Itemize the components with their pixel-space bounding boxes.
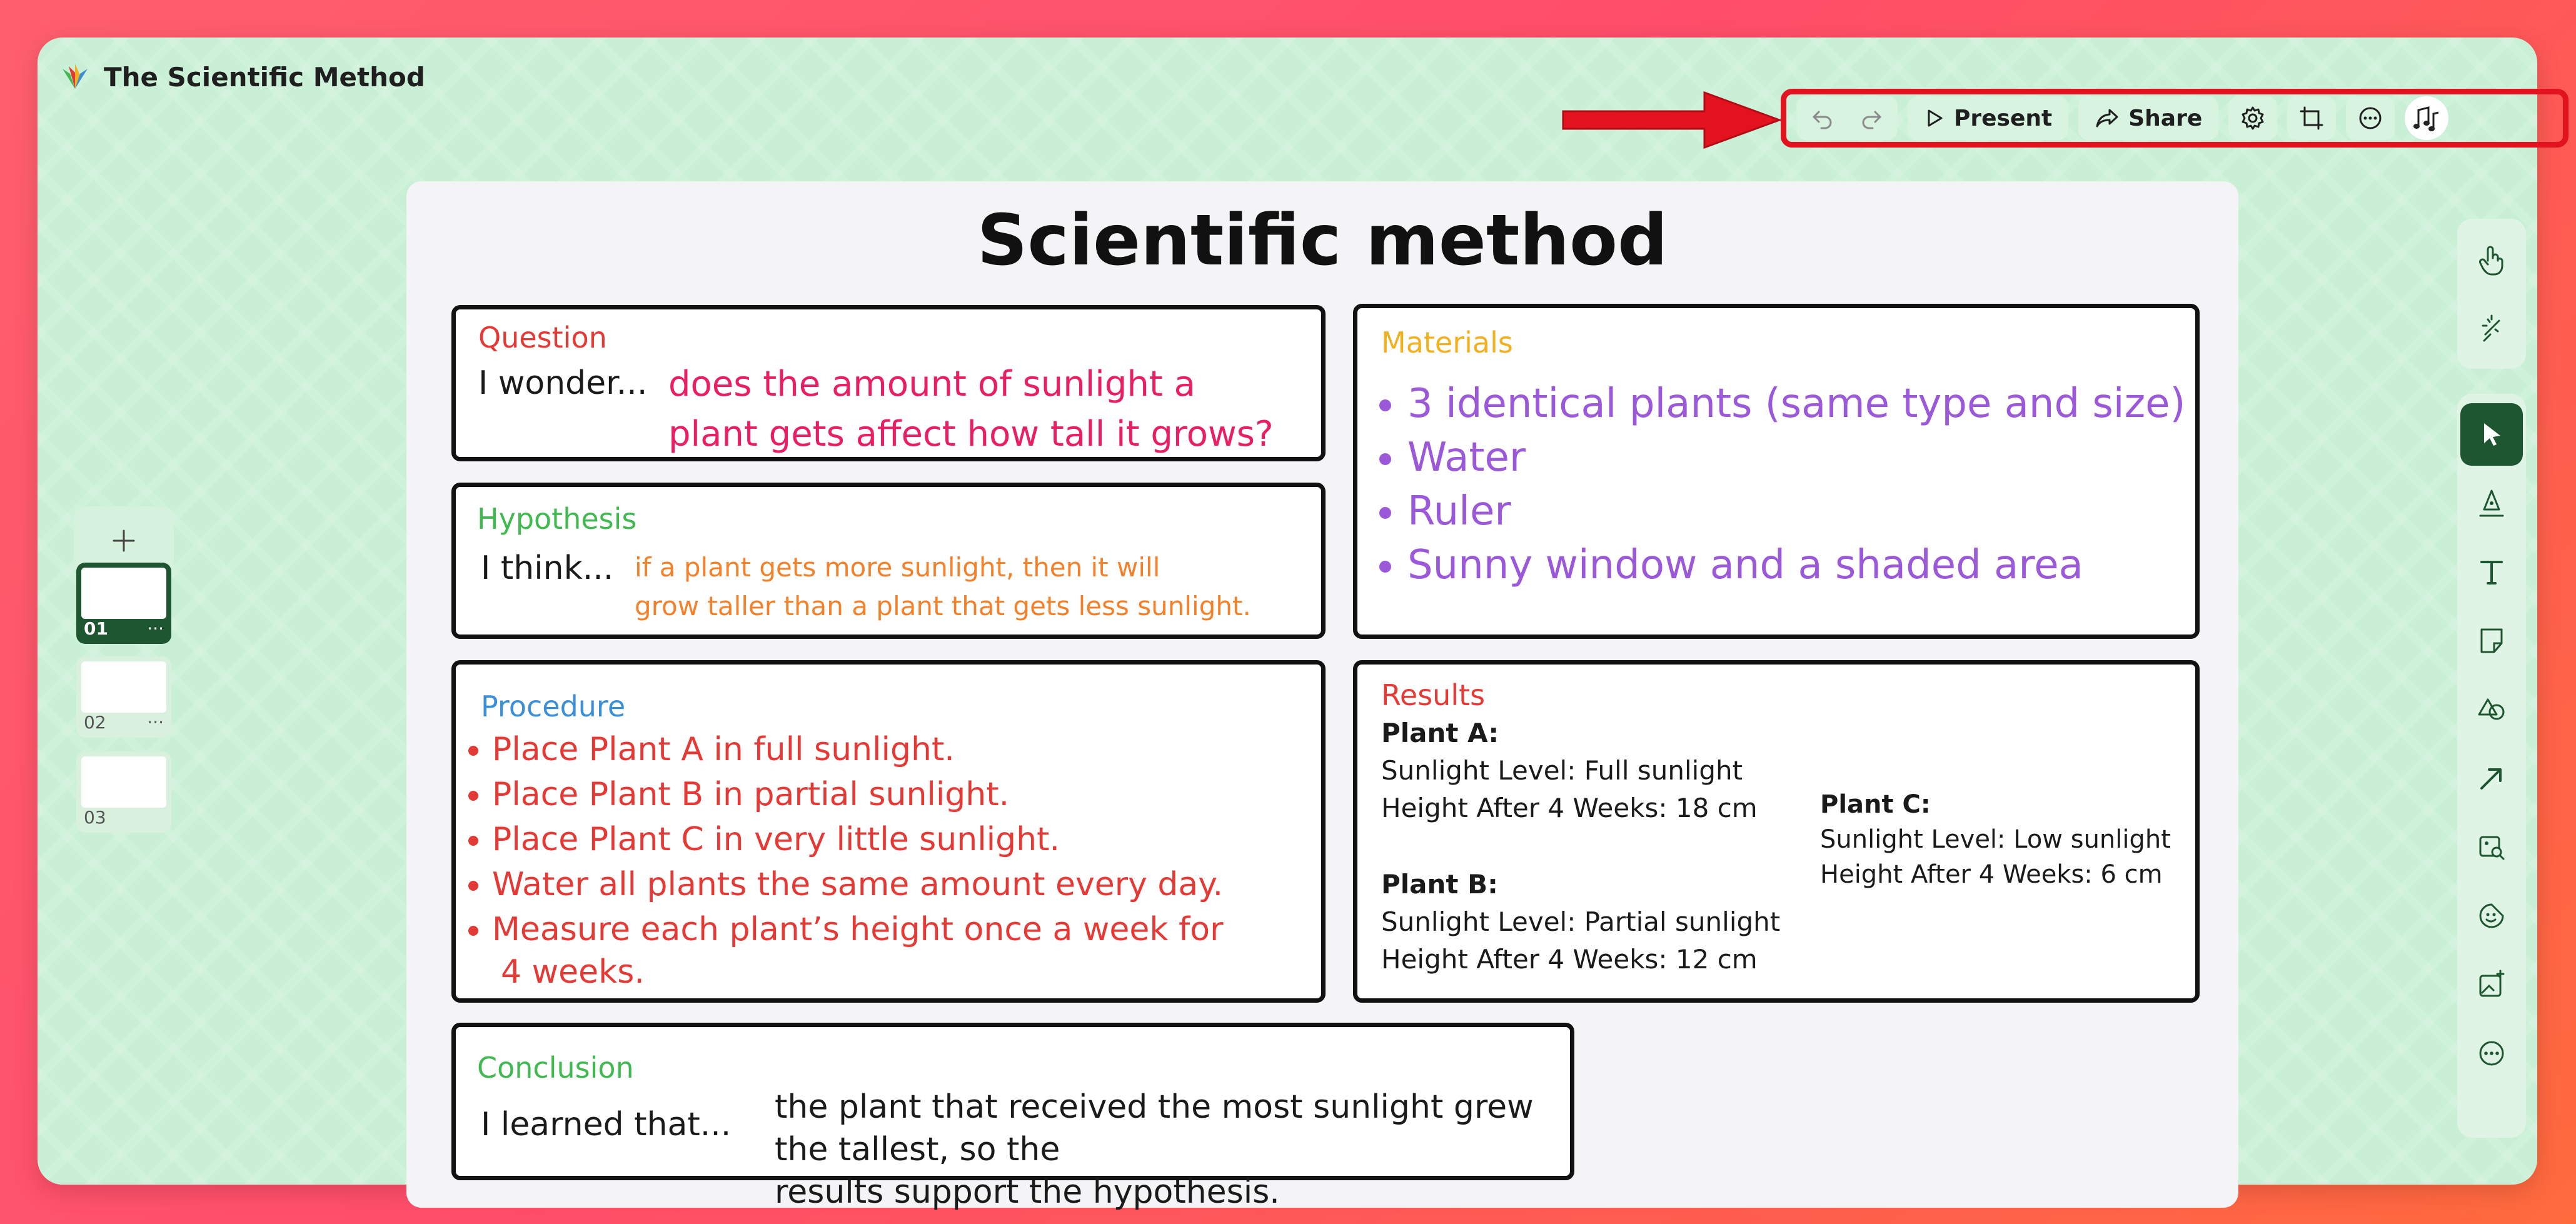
- hypothesis-line-2: grow taller than a plant that gets less sunlight.: [635, 591, 1251, 621]
- materials-label: Materials: [1381, 326, 1513, 359]
- cursor-arrow-icon: [2477, 419, 2507, 449]
- pen-tool-button[interactable]: [2460, 472, 2523, 534]
- music-notes-avatar-icon: [2410, 101, 2443, 135]
- plant-a-result: [1381, 715, 1758, 827]
- ai-image-tool-button[interactable]: [2460, 953, 2523, 1016]
- plant-b-result: [1381, 866, 1780, 978]
- undo-icon: [1810, 106, 1835, 131]
- slide-thumbnail-02[interactable]: [76, 656, 171, 738]
- gear-icon: [2240, 105, 2266, 131]
- diagonal-arrow-icon: [2475, 762, 2508, 795]
- slide-thumbnail-03[interactable]: [76, 751, 171, 833]
- app-window: [38, 38, 2537, 1211]
- settings-button[interactable]: [2228, 96, 2277, 140]
- interaction-tools: [2457, 219, 2526, 369]
- list-item: • Ruler: [1407, 484, 2186, 538]
- question-label: Question: [478, 321, 607, 354]
- app-header: [58, 60, 425, 94]
- list-item: • Sunny window and a shaded area: [1407, 538, 2186, 592]
- slide-preview: [81, 661, 166, 713]
- undo-redo-group: [1796, 96, 1898, 140]
- plant-a-sunlight: Sunlight Level: Full sunlight: [1381, 755, 1743, 786]
- plant-b-sunlight: Sunlight Level: Partial sunlight: [1381, 906, 1781, 937]
- list-item: • Water all plants the same amount every day.: [492, 862, 1224, 907]
- question-line-1: does the amount of sunlight a: [668, 364, 1195, 404]
- conclusion-card[interactable]: [451, 1023, 1574, 1211]
- results-card[interactable]: [1353, 660, 2200, 1003]
- plant-a-height: Height After 4 Weeks: 18 cm: [1381, 793, 1758, 823]
- plant-a-name: Plant A:: [1381, 718, 1499, 748]
- slide-number: 03: [84, 807, 106, 828]
- user-avatar[interactable]: [2405, 96, 2448, 140]
- laser-tool-button[interactable]: [2460, 297, 2523, 359]
- question-card[interactable]: [451, 305, 1326, 461]
- share-button[interactable]: [2078, 96, 2218, 140]
- materials-card[interactable]: [1353, 304, 2200, 639]
- materials-list: [1374, 377, 2186, 592]
- board-title[interactable]: Scientific method: [977, 200, 1668, 281]
- crop-icon: [2298, 105, 2325, 131]
- annotation-arrow-icon: [1561, 88, 1786, 150]
- redo-icon: [1859, 106, 1884, 131]
- more-tools-button[interactable]: [2460, 1022, 2523, 1085]
- image-search-icon: [2475, 831, 2508, 863]
- hand-pointer-icon: [2474, 242, 2509, 277]
- redo-button[interactable]: [1849, 96, 1894, 140]
- shapes-tool-button[interactable]: [2460, 678, 2523, 741]
- present-label: Present: [1954, 105, 2053, 131]
- plant-b-name: Plant B:: [1381, 869, 1498, 900]
- slide-preview: [81, 756, 166, 808]
- share-label: Share: [2128, 105, 2203, 131]
- connector-tool-button[interactable]: [2460, 747, 2523, 810]
- plant-c-sunlight: Sunlight Level: Low sunlight: [1820, 825, 2171, 854]
- undo-button[interactable]: [1800, 96, 1845, 140]
- resize-board-button[interactable]: [2287, 96, 2336, 140]
- list-item: • Water: [1407, 431, 2186, 484]
- hypothesis-line-1: if a plant gets more sunlight, then it will: [635, 552, 1160, 583]
- question-text: [668, 359, 1274, 459]
- slide-options-icon[interactable]: ···: [147, 712, 164, 733]
- slide-thumbnail-01[interactable]: [76, 563, 171, 644]
- ellipsis-circle-icon: [2357, 105, 2383, 131]
- procedure-list: [465, 727, 1224, 952]
- hypothesis-card[interactable]: [451, 483, 1326, 639]
- conclusion-lead: I learned that...: [481, 1106, 732, 1143]
- sparkle-icon: [2474, 311, 2509, 346]
- conclusion-label: Conclusion: [477, 1051, 634, 1085]
- hypothesis-label: Hypothesis: [477, 502, 637, 536]
- conclusion-text: [775, 1086, 1570, 1213]
- stickers-tool-button[interactable]: [2460, 885, 2523, 947]
- list-item: • Measure each plant’s height once a week for: [492, 907, 1224, 952]
- present-button[interactable]: [1908, 96, 2068, 140]
- more-options-button[interactable]: [2346, 96, 2395, 140]
- sticky-note-icon: [2475, 625, 2508, 657]
- share-icon: [2095, 108, 2120, 129]
- slide-number: 01: [84, 618, 108, 639]
- list-item: • 3 identical plants (same type and size): [1407, 377, 2186, 431]
- shapes-icon: [2475, 693, 2508, 726]
- plant-c-result: [1820, 787, 2171, 892]
- select-tool-button[interactable]: [2460, 403, 2523, 466]
- pen-nib-icon: [2475, 487, 2508, 519]
- play-icon: [1924, 108, 1945, 129]
- slide-number: 02: [84, 712, 106, 733]
- text-t-icon: [2475, 556, 2508, 588]
- hand-tool-button[interactable]: [2460, 228, 2523, 291]
- sticker-smile-icon: [2475, 900, 2508, 932]
- plant-b-height: Height After 4 Weeks: 12 cm: [1381, 944, 1758, 975]
- slide-preview: [81, 568, 166, 619]
- hypothesis-text: [635, 548, 1251, 626]
- slide-options-icon[interactable]: ···: [147, 618, 164, 639]
- sticky-note-tool-button[interactable]: [2460, 609, 2523, 672]
- document-title[interactable]: The Scientific Method: [104, 61, 425, 93]
- plant-c-name: Plant C:: [1820, 790, 1931, 819]
- question-line-2: plant gets affect how tall it grows?: [668, 414, 1274, 454]
- list-item: • Place Plant A in full sunlight.: [492, 727, 1224, 772]
- image-search-tool-button[interactable]: [2460, 816, 2523, 878]
- question-lead: I wonder...: [478, 364, 648, 402]
- list-item: • Place Plant B in partial sunlight.: [492, 772, 1224, 817]
- image-sparkle-icon: [2475, 968, 2508, 1001]
- canvas-board[interactable]: [406, 181, 2238, 1211]
- plant-c-height: Height After 4 Weeks: 6 cm: [1820, 860, 2163, 889]
- procedure-continuation: 4 weeks.: [501, 953, 645, 991]
- procedure-label: Procedure: [481, 690, 626, 723]
- conclusion-line-2: results support the hypothesis.: [775, 1173, 1280, 1211]
- plus-icon: [109, 526, 139, 556]
- text-tool-button[interactable]: [2460, 541, 2523, 603]
- list-item: • Place Plant C in very little sunlight.: [492, 817, 1224, 862]
- procedure-card[interactable]: [451, 660, 1326, 1003]
- ellipsis-circle-icon: [2475, 1037, 2508, 1070]
- conclusion-line-1: the plant that received the most sunlight grew the tallest, so the: [775, 1088, 1534, 1168]
- results-label: Results: [1381, 678, 1486, 712]
- app-logo-icon: [58, 60, 93, 94]
- hypothesis-lead: I think...: [481, 549, 614, 587]
- top-toolbar: [1796, 93, 2448, 144]
- creation-tools: [2457, 394, 2526, 1138]
